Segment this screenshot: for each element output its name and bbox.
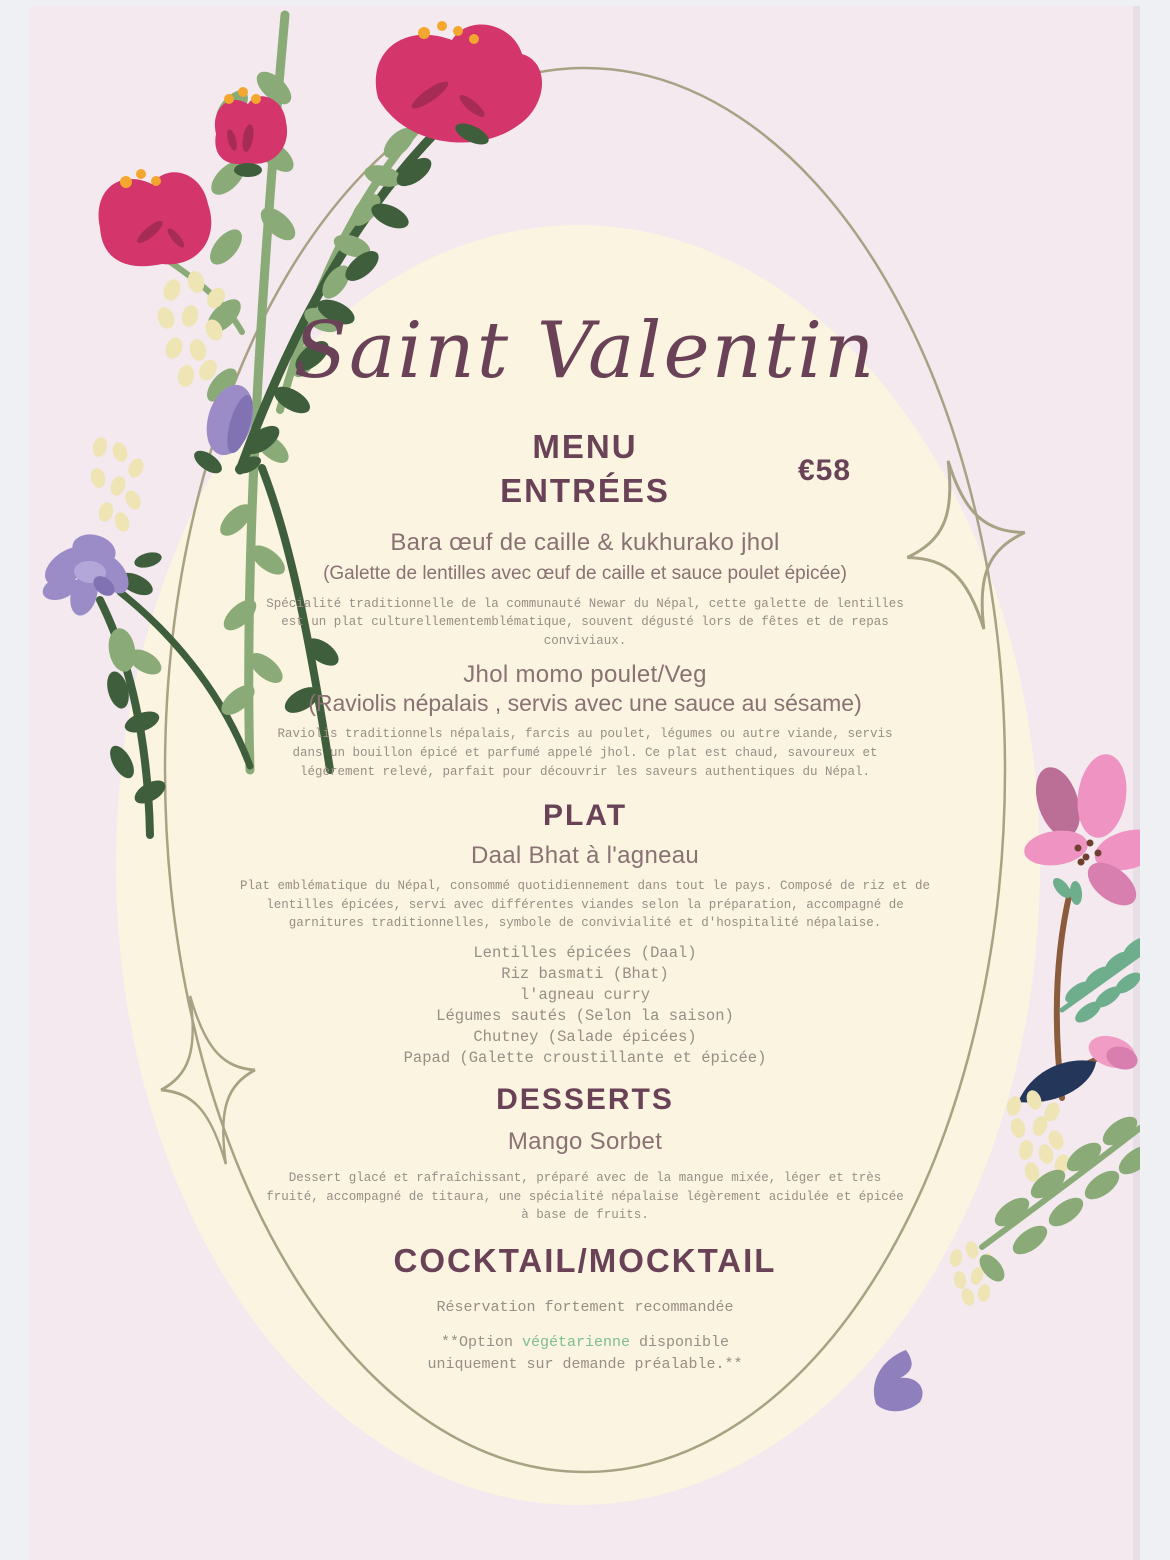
vegetarian-note-highlight: végétarienne	[521, 1333, 630, 1351]
dish-description-bara: Spécialité traditionnelle de la communauté Newar du Népal, cette galette de lentilles est un plat culturellementemblématique, souvent dégusté lors de fêtes et de repas conviviaux.	[266, 596, 904, 649]
list-item: l'agneau curry	[519, 986, 651, 1005]
cocktail-heading: COCKTAIL/MOCKTAIL	[393, 1242, 777, 1280]
list-item: Riz basmati (Bhat)	[501, 965, 669, 984]
reservation-note: Réservation fortement recommandée	[436, 1299, 734, 1317]
dish-subtitle-bara: (Galette de lentilles avec œuf de caille et sauce poulet épicée)	[323, 562, 847, 584]
dish-name-mango-sorbet: Mango Sorbet	[507, 1127, 663, 1155]
menu-heading: MENU	[532, 427, 638, 465]
list-item: Légumes sautés (Selon la saison)	[436, 1007, 734, 1026]
plat-items-list	[30, 943, 1140, 1069]
dish-description-daal-bhat: Plat emblématique du Népal, consommé quotidiennement dans tout le pays. Composé de riz et de lentilles épicées, servi avec différentes viandes selon la préparation, accompagné de garnitures traditionnelles, symbole de convivialité et d'hospitalité népalaise.	[239, 878, 931, 931]
entrees-heading: ENTRÉES	[500, 471, 670, 509]
dish-description-mango-sorbet: Dessert glacé et rafraîchissant, préparé avec de la mangue mixée, léger et très fruité, accompagné de titaura, une spécialité népalaise légèrement acidulée et épicée à base de fruits.	[266, 1170, 904, 1223]
dish-name-daal-bhat: Daal Bhat à l'agneau	[470, 841, 700, 869]
page-title: Saint Valentin	[293, 306, 877, 396]
vegetarian-note-prefix: **Option	[440, 1333, 522, 1351]
list-item: Papad (Galette croustillante et épicée)	[403, 1049, 767, 1068]
dish-name-jhol-momo: Jhol momo poulet/Veg	[463, 660, 707, 688]
vegetarian-note	[30, 1332, 1140, 1377]
dish-description-jhol-momo: Raviolis traditionnels népalais, farcis au poulet, légumes ou autre viande, servis dans un bouillon épicé et parfumé appelé jhol. Ce plat est chaud, savoureux et légèrement relevé, parfait pour découvrir les saveurs authentiques du Népal.	[277, 727, 893, 779]
menu-price: €58	[798, 454, 852, 487]
vegetarian-note-line2: uniquement sur demande préalable.**	[427, 1356, 743, 1374]
desserts-heading: DESSERTS	[496, 1083, 674, 1117]
menu-content	[30, 0, 1140, 1560]
list-item: Chutney (Salade épicées)	[473, 1028, 697, 1047]
list-item: Lentilles épicées (Daal)	[473, 944, 697, 963]
vegetarian-note-suffix: disponible	[630, 1333, 730, 1351]
dish-name-bara: Bara œuf de caille & kukhurako jhol	[390, 529, 780, 557]
plat-heading: PLAT	[542, 799, 628, 833]
dish-subtitle-jhol-momo: (Raviolis népalais , servis avec une sauce au sésame)	[308, 689, 862, 716]
